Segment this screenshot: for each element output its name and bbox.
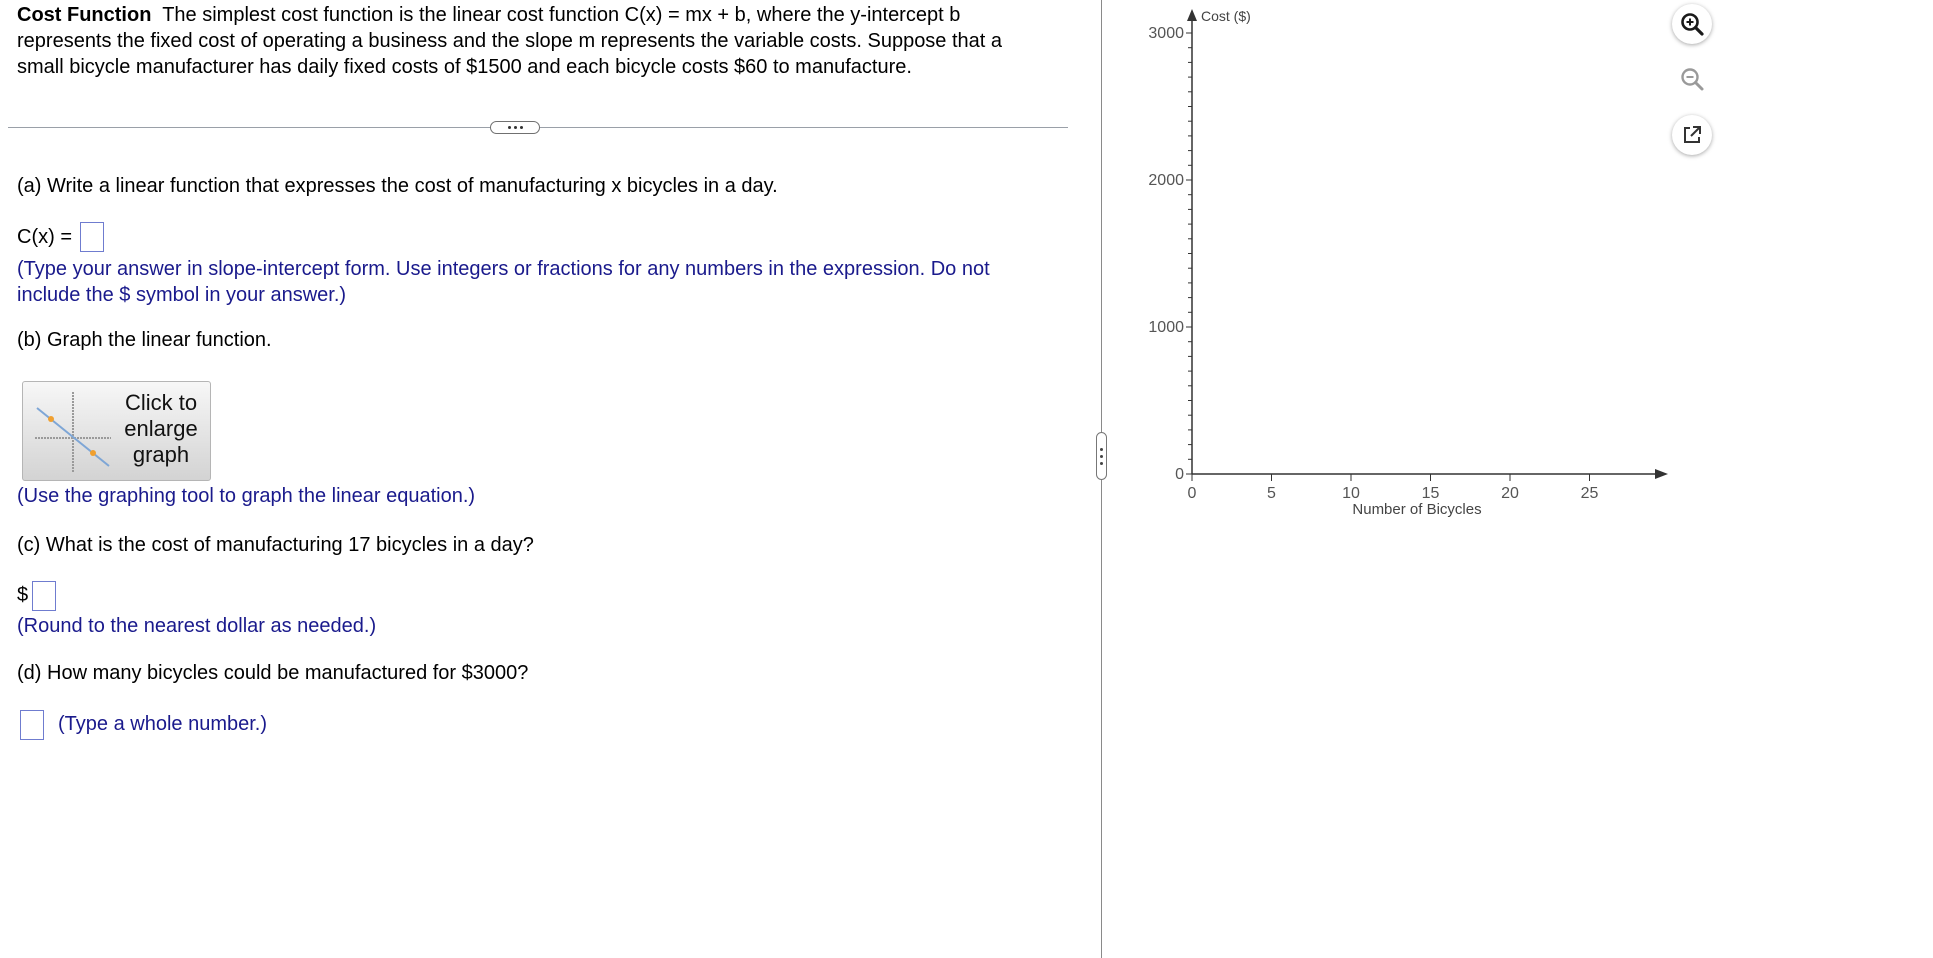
zoom-out-button[interactable]: [1672, 59, 1712, 99]
part-a-answer-input[interactable]: [80, 222, 104, 252]
zoom-in-icon: [1679, 11, 1705, 37]
question-title: Cost Function: [17, 4, 152, 26]
part-c-hint: (Round to the nearest dollar as needed.): [17, 615, 377, 637]
external-link-icon: [1681, 124, 1703, 146]
part-a-hint: [17, 256, 1087, 308]
y-tick-label: 1000: [1148, 319, 1184, 336]
part-a-prompt: (a) Write a linear function that expresses the cost of manufacturing x bicycles in a day.: [17, 175, 778, 197]
zoom-out-icon: [1679, 66, 1705, 92]
y-tick-label: 3000: [1148, 25, 1184, 42]
y-tick-label: 0: [1175, 466, 1184, 483]
part-d-answer-input[interactable]: [20, 710, 44, 740]
x-tick-label: 15: [1421, 485, 1440, 502]
part-c-prompt: (c) What is the cost of manufacturing 17 bicycles in a day?: [17, 534, 534, 556]
open-external-button[interactable]: [1672, 115, 1712, 155]
x-tick-label: 10: [1342, 485, 1360, 502]
show-more-button[interactable]: [490, 121, 540, 134]
part-d-hint: (Type a whole number.): [58, 713, 267, 735]
graph-thumbnail-icon: [31, 388, 111, 474]
x-tick-label: 0: [1187, 485, 1197, 502]
part-c-dollar-sign: $: [17, 584, 29, 606]
y-axis-arrow: [1187, 9, 1197, 21]
intro-line-3: small bicycle manufacturer has daily fixed costs of $1500 and each bicycle costs $60 to manufacture.: [17, 56, 912, 78]
intro-line-1: The simplest cost function is the linear cost function C(x) = mx + b, where the y-intercept b: [162, 4, 961, 26]
y-tick-label: 2000: [1148, 172, 1184, 189]
zoom-in-button[interactable]: [1672, 4, 1712, 44]
question-intro: [17, 2, 1067, 80]
part-b-prompt: (b) Graph the linear function.: [17, 329, 272, 351]
x-tick-label: 5: [1267, 485, 1276, 502]
pane-resize-handle[interactable]: [1096, 432, 1107, 480]
x-tick-label: 25: [1580, 485, 1599, 502]
part-d-prompt: (d) How many bicycles could be manufactured for $3000?: [17, 662, 529, 684]
part-a-hint-line-1: (Type your answer in slope-intercept form. Use integers or fractions for any numbers in the expression. Do not: [17, 258, 990, 280]
y-axis-label: Cost ($): [1201, 8, 1251, 24]
x-axis-arrow: [1655, 469, 1668, 479]
part-c-answer-input[interactable]: [32, 581, 56, 611]
x-tick-label: 20: [1501, 485, 1519, 502]
enlarge-graph-label: Click to enlarge graph: [124, 390, 198, 467]
enlarge-graph-button[interactable]: [22, 381, 211, 481]
graph-pane: [1110, 0, 1670, 535]
part-a-lhs: C(x) =: [17, 226, 72, 248]
part-a-hint-line-2: include the $ symbol in your answer.): [17, 284, 347, 306]
x-axis-label: Number of Bicycles: [1352, 501, 1482, 518]
part-b-hint: (Use the graphing tool to graph the linear equation.): [17, 485, 476, 507]
graph-canvas[interactable]: [1110, 0, 1670, 530]
intro-line-2: represents the fixed cost of operating a business and the slope m represents the variable costs. Suppose that a: [17, 30, 1003, 52]
